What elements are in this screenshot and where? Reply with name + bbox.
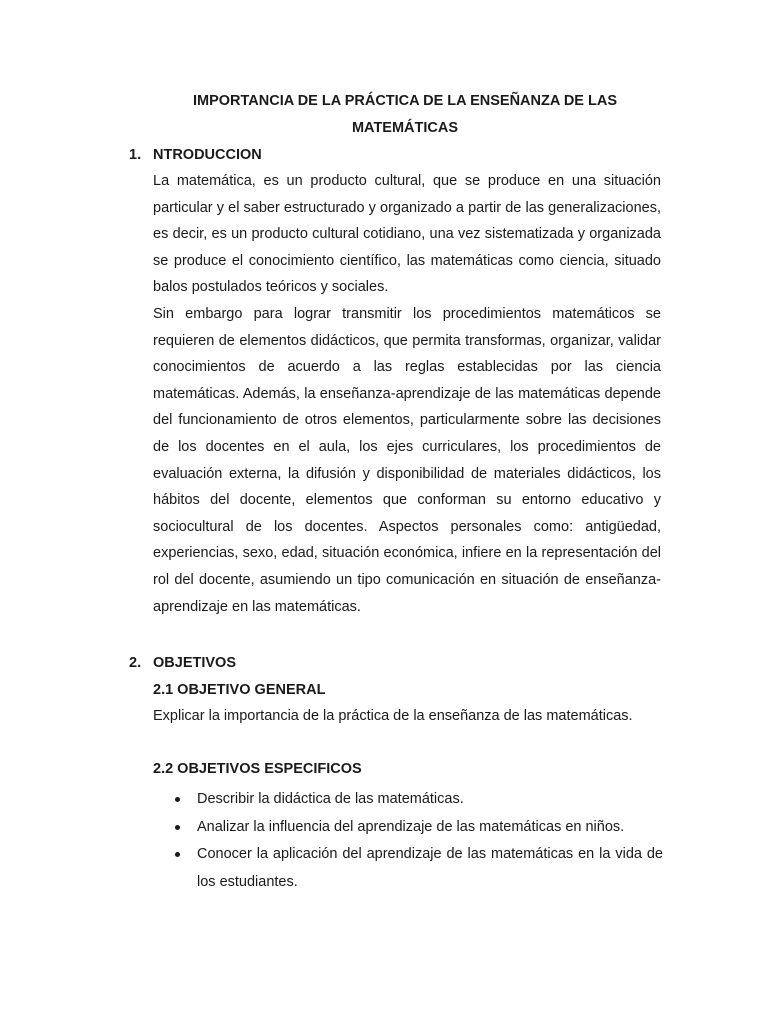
list-item [153, 786, 663, 814]
intro-paragraph-2: Sin embargo para lograr transmitir los procedimientos matemáticos se requieren de elementos didácticos, que permita transformas, organizar, validar conocimientos de acuerdo a las reglas establecidas por las ciencia matemáticas. Además, la enseñanza-aprendizaje de las matemáticas depende del funcionamiento de otros elementos, particularmente sobre las decisiones de los docentes en el aula, los ejes curriculares, los procedimientos de evaluación externa, la difusión y disponibilidad de materiales didácticos, los hábitos del docente, elementos que conforman su entorno educativo y sociocultural de los docentes. Aspectos personales como: antigüedad, experiencias, sexo, edad, situación económica, infiere en la representación del rol del docente, asumiendo un tipo comunicación en situación de enseñanza-aprendizaje en las matemáticas. [153, 306, 661, 615]
bullet-icon [175, 797, 180, 802]
list-item-text: Conocer la aplicación del aprendizaje de las matemáticas en la vida de los estudiantes. [197, 846, 663, 890]
list-item-text: Analizar la influencia del aprendizaje de las matemáticas en niños. [197, 818, 625, 835]
section-2-heading: OBJETIVOS [153, 655, 236, 671]
section-2-number: 2. [129, 655, 142, 671]
objetivo-general-heading: 2.1 OBJETIVO GENERAL [153, 682, 326, 698]
objetivo-general-text: Explicar la importancia de la práctica de la enseñanza de las matemáticas. [153, 708, 633, 724]
section-1-heading: NTRODUCCION [153, 147, 262, 163]
document-title: IMPORTANCIA DE LA PRÁCTICA DE LA ENSEÑANZA DE LAS MATEMÁTICAS [193, 93, 617, 136]
intro-paragraph-1: La matemática, es un producto cultural, que se produce en una situación particular y el saber estructurado y organizado a partir de las generalizaciones, es decir, es un producto cultural cotidiano, una vez sistematizada y organizada se produce el conocimiento científico, las matemáticas como ciencia, situado balos postulados teóricos y sociales. [153, 173, 661, 296]
list-item [153, 814, 663, 842]
bullet-icon [175, 852, 180, 857]
section-1-number: 1. [129, 147, 142, 163]
objetivos-especificos-list [153, 786, 663, 896]
bullet-icon [175, 825, 180, 830]
list-item [153, 841, 663, 896]
list-item-text: Describir la didáctica de las matemáticas. [197, 791, 464, 807]
objetivos-especificos-heading: 2.2 OBJETIVOS ESPECIFICOS [153, 761, 362, 777]
